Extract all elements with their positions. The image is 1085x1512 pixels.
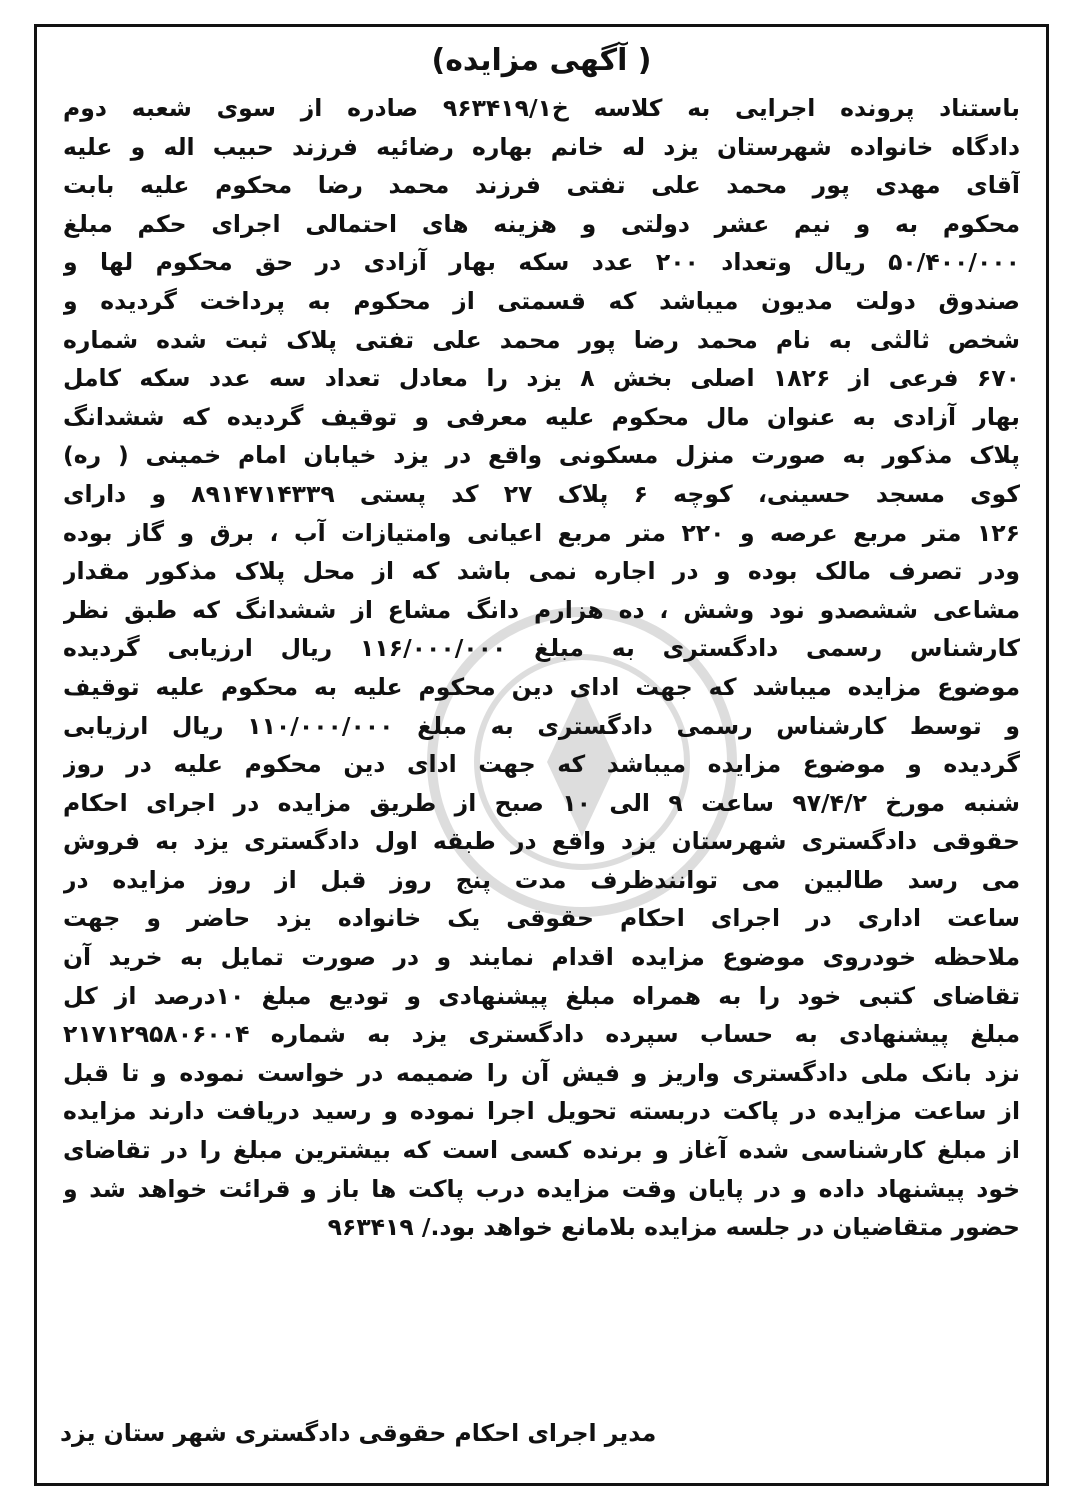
notice-line: و توسط کارشناس رسمی دادگستری به مبلغ ۱۱۰/۰۰۰/۰۰۰ ریال ارزیابی <box>63 711 1020 740</box>
notice-body <box>63 89 1020 1247</box>
notice-line: آقای مهدی پور محمد علی تفتی فرزند محمد رضا محکوم علیه بابت <box>63 171 1020 200</box>
notice-line: باستناد پرونده اجرایی به کلاسه خ۹۶۳۴۱۹/۱ صادره از سوی شعبه دوم <box>63 94 1020 122</box>
notice-line: می رسد طالبین می توانندظرف مدت پنج روز قبل از روز مزایده در <box>63 865 1020 894</box>
notice-line: کوی مسجد حسینی، کوچه ۶ پلاک ۲۷ کد پستی ۸۹۱۴۷۱۴۳۳۹ و دارای <box>63 479 1020 508</box>
notice-line: از مبلغ کارشناسی شده آغاز و برنده کسی است که بیشترین مبلغ را در تقاضای <box>63 1136 1020 1165</box>
notice-signature: مدیر اجرای احکام حقوقی دادگستری شهر ستان یزد <box>60 1419 657 1447</box>
notice-line: شخص ثالثی به نام محمد رضا پور محمد علی تفتی پلاک ثبت شده شماره <box>63 325 1020 354</box>
notice-line: مبلغ پیشنهادی به حساب سپرده دادگستری یزد به شماره ۲۱۷۱۲۹۵۸۰۶۰۰۴ <box>63 1020 1020 1049</box>
notice-line: ۱۲۶ متر مربع عرصه و ۲۲۰ متر مربع اعیانی وامتیازات آب ، برق و گاز بوده <box>63 518 1020 547</box>
notice-line: بهار آزادی به عنوان مال محکوم علیه معرفی و توقیف گردیده که ششدانگ <box>63 402 1020 431</box>
notice-line: از ساعت مزایده در پاکت دربسته تحویل اجرا نموده و رسید دریافت دارند مزایده <box>63 1097 1020 1126</box>
notice-title: ( آگهی مزایده) <box>431 43 652 78</box>
notice-line: حضور متقاضیان در جلسه مزایده بلامانع خواهد بود./ ۹۶۳۴۱۹ <box>327 1213 1020 1242</box>
notice-line: ۶۷۰ فرعی از ۱۸۲۶ اصلی بخش ۸ یزد را معادل تعداد سه عدد سکه کامل <box>63 364 1020 393</box>
notice-line: محکوم به و نیم عشر دولتی و هزینه های احتمالی اجرای حکم مبلغ <box>63 209 1020 238</box>
notice-line: نزد بانک ملی دادگستری واریز و فیش آن را ضمیمه در خواست نموده و تا قبل <box>63 1058 1020 1087</box>
notice-line: پلاک مذکور به صورت منزل مسکونی واقع در یزد خیابان امام خمینی ( ره) <box>63 441 1020 470</box>
notice-line: شنبه مورخ ۹۷/۴/۲ ساعت ۹ الی ۱۰ صبح از طریق مزایده در اجرای احکام <box>63 788 1020 817</box>
notice-line: ۵۰/۴۰۰/۰۰۰ ریال وتعداد ۲۰۰ عدد سکه بهار آزادی در حق محکوم لها و <box>63 248 1020 277</box>
notice-line: ودر تصرف مالک بوده و در اجاره نمی باشد که از محل پلاک مذکور مقدار <box>63 557 1020 586</box>
notice-frame <box>34 24 1049 1486</box>
notice-line: مشاعی ششصدو نود وشش ، ده هزارم دانگ مشاع از ششدانگ که طبق نظر <box>63 595 1020 624</box>
notice-line: موضوع مزایده میباشد که جهت ادای دین محکوم علیه به محکوم علیه توقیف <box>63 672 1020 701</box>
notice-line: تقاضای کتبی خود را به همراه مبلغ پیشنهادی و تودیع مبلغ ۱۰درصد از کل <box>63 981 1020 1010</box>
notice-line: ملاحظه خودروی موضوع مزایده اقدام نمایند و در صورت تمایل به خرید آن <box>63 943 1020 972</box>
notice-line: صندوق دولت مدیون میباشد که قسمتی از محکوم به پرداخت گردیده و <box>63 286 1020 315</box>
notice-line: خود پیشنهاد داده و در پایان وقت مزایده درب پاکت ها باز و قرائت خواهد شد و <box>63 1174 1020 1203</box>
notice-line: ساعت اداری در اجرای احکام حقوقی یک خانواده یزد حاضر و جهت <box>63 904 1020 933</box>
notice-line: حقوقی دادگستری شهرستان یزد واقع در طبقه اول دادگستری یزد به فروش <box>63 827 1020 856</box>
notice-line: کارشناس رسمی دادگستری به مبلغ ۱۱۶/۰۰۰/۰۰۰ ریال ارزیابی گردیده <box>63 634 1020 663</box>
notice-line: دادگاه خانواده شهرستان یزد له خانم بهاره رضائیه فرزند حبیب اله و علیه <box>63 132 1020 161</box>
notice-line: گردیده و موضوع مزایده میباشد که جهت ادای دین محکوم علیه در روز <box>63 750 1020 779</box>
